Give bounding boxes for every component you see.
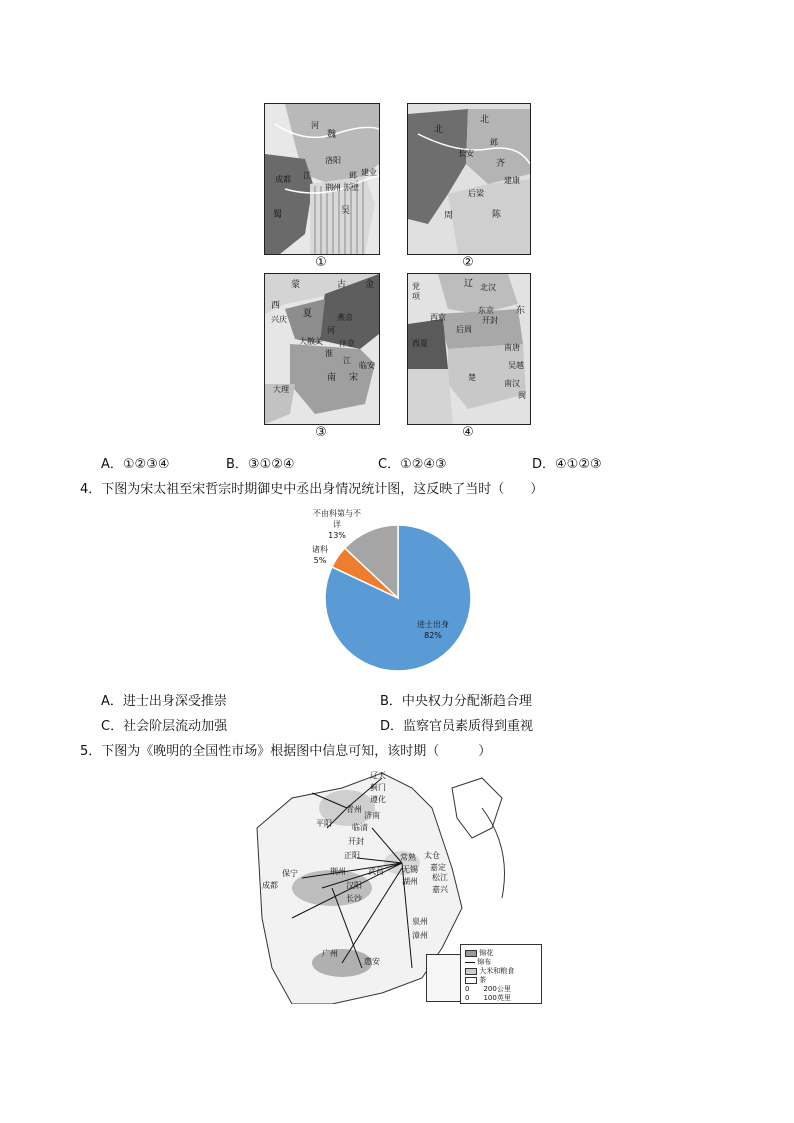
q4-option-b[interactable]: B．中央权力分配渐趋合理	[380, 694, 532, 709]
q5-label-4: 济南	[364, 811, 380, 820]
map4-label-8: 吴越	[508, 361, 524, 370]
q5-label-22: 泉州	[412, 917, 428, 926]
q4-option-c[interactable]: C．社会阶层流动加强	[101, 719, 228, 734]
map-north-south-dynasties	[407, 103, 531, 255]
map4-label-10: 南唐	[504, 343, 520, 352]
pie-label-jinshi	[408, 619, 458, 641]
q5-label-8: 保宁	[282, 869, 298, 878]
legend-cotton-swatch	[465, 950, 477, 957]
q5-label-20: 松江	[432, 873, 448, 882]
q5-label-14: 武昌	[368, 867, 384, 876]
map4-label-3: 西京	[430, 313, 446, 322]
legend-cloth-arrow	[465, 962, 475, 963]
q5-label-10: 正阳	[344, 851, 360, 860]
map1-label-5: 建业	[361, 168, 377, 177]
map1-caption: ①	[315, 255, 327, 270]
legend-tea-label: 茶	[479, 976, 487, 984]
q5-label-7: 开封	[348, 837, 364, 846]
map4-label-7: 北汉	[480, 283, 496, 292]
map2-label-0: 北	[434, 125, 444, 135]
q5-label-1: 蓟门	[370, 783, 386, 792]
map4-caption: ④	[462, 425, 474, 440]
map2-caption: ②	[462, 255, 474, 270]
map1-label-4: 洛阳	[325, 156, 341, 165]
map3-label-12: 大散关	[299, 337, 323, 346]
pie-label-jinshi-name: 进士出身	[417, 620, 449, 629]
q5-label-6: 临清	[352, 823, 368, 832]
q5-label-2: 遵化	[370, 795, 386, 804]
map3-label-13: 淮	[325, 349, 333, 358]
legend-cotton-label: 锦花	[479, 949, 494, 957]
map1-label-6: 荆州	[325, 183, 341, 192]
map4-label-13: 东	[516, 306, 526, 316]
map1-label-3: 成都	[275, 175, 291, 184]
map3-label-5: 兴庆	[271, 315, 287, 324]
map4-label-11: 闽	[518, 391, 526, 400]
map2-label-7: 后梁	[468, 189, 484, 198]
map-song-jin-xixia	[264, 273, 380, 425]
pie-label-other-pct: 13%	[328, 531, 346, 540]
q5-label-25: 广州	[322, 949, 338, 958]
q4-stem: 4．下图为宋太祖至宋哲宗时期御史中丞出身情况统计图，这反映了当时（ ）	[80, 482, 544, 497]
map3-label-1: 古	[337, 280, 347, 290]
map2-label-2: 周	[444, 211, 454, 221]
q5-label-17: 无锡	[402, 865, 418, 874]
map-song-jin-xixia-drawing	[265, 274, 379, 424]
map4-label-12: 西夏	[412, 339, 428, 348]
q5-label-21: 嘉兴	[432, 885, 448, 894]
map3-label-6: 燕京	[337, 313, 353, 322]
map2-label-4: 长安	[458, 149, 474, 158]
q5-label-13: 长沙	[346, 894, 362, 903]
q5-label-5: 平阳	[316, 819, 332, 828]
map3-label-11: 临安	[359, 361, 375, 370]
pie-label-jinshi-pct: 82%	[424, 631, 442, 640]
map-five-dynasties	[407, 273, 531, 425]
map4-label-4: 东京	[478, 306, 494, 315]
map2-label-8: 北	[480, 115, 490, 125]
q4-pie-chart	[300, 505, 500, 675]
map3-label-8: 大理	[273, 385, 289, 394]
pie-label-other	[302, 508, 372, 541]
q5-label-3: 青州	[346, 805, 362, 814]
pie-label-zhuke-pct: 5%	[313, 556, 327, 565]
map3-caption: ③	[315, 425, 327, 440]
map-three-kingdoms	[264, 103, 380, 255]
map1-label-9: 河	[311, 121, 319, 130]
pie-label-other-line1: 不由科第与不	[313, 509, 361, 518]
map1-label-1: 蜀	[273, 210, 283, 220]
q3-option-b[interactable]: B．③①②④	[226, 457, 295, 472]
map4-label-1: 项	[412, 292, 420, 301]
map1-label-8: 江	[303, 171, 311, 180]
map1-label-10: 邺	[349, 171, 357, 180]
map3-label-3: 西	[271, 301, 281, 311]
map4-label-2: 辽	[464, 279, 474, 289]
map1-label-0: 魏	[327, 130, 337, 140]
q4-option-d[interactable]: D．监察官员素质得到重视	[380, 719, 534, 734]
map3-label-7: 汴京	[339, 339, 355, 348]
map4-label-5: 后周	[456, 325, 472, 334]
map2-label-6: 建康	[504, 176, 520, 185]
pie-label-zhuke-name: 诸科	[312, 545, 328, 554]
map3-label-2: 金	[365, 280, 375, 290]
map3-label-9: 南	[327, 373, 337, 383]
q5-inset-map	[426, 954, 462, 1002]
q5-label-16: 太仓	[424, 851, 440, 860]
map4-label-9: 楚	[468, 373, 476, 382]
map3-label-0: 蒙	[291, 280, 301, 290]
map4-label-6: 南汉	[504, 379, 520, 388]
q5-label-12: 荆州	[330, 867, 346, 876]
map4-label-0: 党	[412, 282, 420, 291]
q3-option-c[interactable]: C．①②④③	[378, 457, 447, 472]
q5-label-23: 漳州	[412, 931, 428, 940]
map4-label-14: 开封	[482, 316, 498, 325]
q5-label-18: 嘉定	[430, 863, 446, 872]
q5-label-24: 惠安	[364, 957, 380, 966]
q5-market-map	[252, 768, 542, 1004]
map1-label-2: 吴	[341, 206, 351, 216]
q5-label-11: 汉阳	[346, 881, 362, 890]
q3-option-a[interactable]: A．①②③④	[101, 457, 170, 472]
legend-tea-swatch	[465, 977, 477, 984]
legend-scale-km: 0 200公里	[465, 985, 511, 993]
q5-label-19: 湖州	[402, 877, 418, 886]
q5-label-15: 常熟	[400, 853, 416, 862]
q5-legend	[460, 944, 542, 1004]
legend-rice-label: 大米和粮食	[479, 967, 515, 975]
pie-label-zhuke	[302, 544, 338, 566]
q3-option-d[interactable]: D．④①②③	[532, 457, 602, 472]
q5-label-0: 辽天	[370, 771, 386, 780]
map3-label-4: 夏	[303, 309, 313, 319]
legend-cloth-label: 锦布	[477, 958, 492, 966]
map1-label-7: 赤壁	[343, 183, 359, 192]
map2-label-1: 齐	[496, 159, 506, 169]
map3-label-15: 河	[327, 326, 335, 335]
map2-label-3: 陈	[492, 210, 502, 220]
q5-label-9: 成都	[262, 881, 278, 890]
q4-option-a[interactable]: A．进士出身深受推崇	[101, 694, 227, 709]
map3-label-10: 宋	[349, 373, 359, 383]
pie-label-other-line2: 详	[333, 520, 341, 529]
legend-scale-mi: 0 100英里	[465, 994, 511, 1002]
map2-label-5: 邺	[490, 138, 498, 147]
map3-label-14: 江	[343, 356, 351, 365]
q5-stem: 5．下图为《晚明的全国性市场》根据图中信息可知，该时期（ ）	[80, 744, 492, 759]
legend-rice-swatch	[465, 968, 477, 975]
